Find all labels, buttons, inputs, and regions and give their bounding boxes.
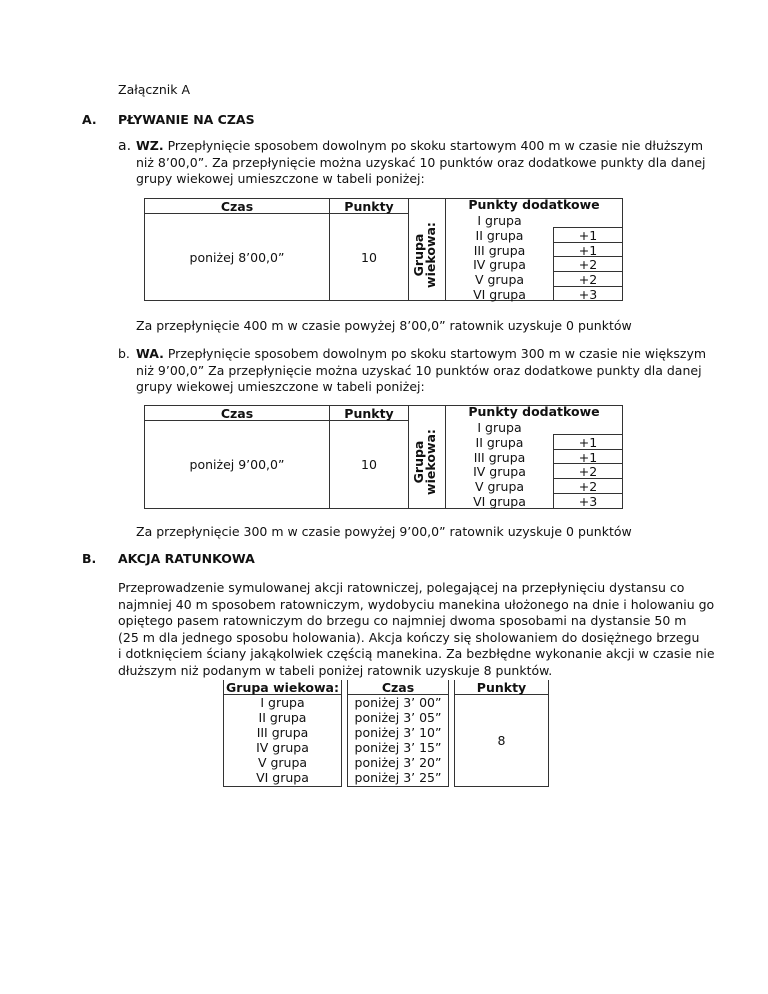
table-a-group: II grupa xyxy=(475,228,524,243)
table-a-age-group-label-2: wiekowa: xyxy=(423,222,438,288)
table-a-extra-point: +1 xyxy=(578,243,598,258)
item-b-line2: niż 9’00,0” Za przepłynięcie można uzyskać 10 punktów oraz dodatkowe punkty dla danej xyxy=(136,362,702,378)
table-b-extra-point: +1 xyxy=(578,450,598,465)
table-a-header-extra: Punkty dodatkowe xyxy=(468,197,600,212)
section-a-letter: A. xyxy=(82,112,97,127)
table-c-group: IV grupa xyxy=(256,740,309,755)
section-a-title: PŁYWANIE NA CZAS xyxy=(118,112,255,127)
table-a-group: I grupa xyxy=(477,213,522,228)
table-b-extra-point: +2 xyxy=(578,479,598,494)
section-b-line: najmniej 40 m sposobem ratowniczym, wydobyciu manekina ułożonego na dnie i holowaniu go xyxy=(118,596,715,612)
table-b-time-value: poniżej 9’00,0” xyxy=(189,457,285,472)
table-a-header-points: Punkty xyxy=(344,199,394,214)
table-b-group: VI grupa xyxy=(473,494,526,509)
section-b-title: AKCJA RATUNKOWA xyxy=(118,551,255,566)
table-b-group: III grupa xyxy=(473,450,526,465)
table-c-time: poniżej 3’ 15” xyxy=(354,740,442,755)
table-a-group: V grupa xyxy=(474,272,525,287)
table-c-group: III grupa xyxy=(256,725,309,740)
section-b-line: i dotknięciem ściany jakąkolwiek częścią manekina. Za bezbłędne wykonanie akcji w czasie nie xyxy=(118,646,715,661)
table-a-group: III grupa xyxy=(473,243,526,258)
section-b-letter: B. xyxy=(82,551,97,566)
table-c-header-group: Grupa wiekowa: xyxy=(226,680,339,695)
item-a-line3: grupy wiekowej umieszczone w tabeli poniżej: xyxy=(136,171,425,186)
section-b-line: Przeprowadzenie symulowanej akcji ratowniczej, polegającej na przepłynięciu dystansu co xyxy=(118,580,685,595)
item-b-note: Za przepłynięcie 300 m w czasie powyżej 9’00,0” ratownik uzyskuje 0 punktów xyxy=(136,524,632,539)
table-c-group: V grupa xyxy=(257,755,308,770)
table-a-age-group-label xyxy=(413,205,439,305)
table-b-age-group-label-1: Grupa xyxy=(411,440,426,484)
table-c-header-points: Punkty xyxy=(476,680,527,695)
table-c-header-time: Czas xyxy=(381,680,415,695)
attachment-label: Załącznik A xyxy=(118,82,191,97)
item-b-line1: Przepłynięcie sposobem dowolnym po skoku startowym 300 m w czasie nie większym xyxy=(163,346,707,361)
item-b-letter: b. xyxy=(118,346,130,361)
table-a-header-time: Czas xyxy=(220,199,254,214)
table-b-group: I grupa xyxy=(477,420,522,435)
table-b-age-group-label-2: wiekowa: xyxy=(423,429,438,495)
table-a-extra-point: +2 xyxy=(578,272,598,287)
item-a-line2: niż 8’00,0”. Za przepłynięcie można uzyskać 10 punktów oraz dodatkowe punkty dla danej xyxy=(136,154,706,170)
table-b-extra-point: +3 xyxy=(578,494,598,509)
table-b-group: IV grupa xyxy=(473,464,526,479)
table-b-header-points: Punkty xyxy=(344,406,394,421)
table-b-group: V grupa xyxy=(474,479,525,494)
section-b-line: opiętego pasem ratowniczym do brzegu co najmniej dwoma sposobami na dystansie 50 m xyxy=(118,613,687,628)
table-a-time-value: poniżej 8’00,0” xyxy=(189,250,285,265)
table-a-group: VI grupa xyxy=(473,287,526,302)
table-b-extra-point: +2 xyxy=(578,464,598,479)
table-c-time: poniżej 3’ 10” xyxy=(354,725,442,740)
table-c-group: I grupa xyxy=(260,695,305,710)
table-b-group: II grupa xyxy=(475,435,524,450)
table-c-group: II grupa xyxy=(258,710,307,725)
section-b-line: (25 m dla jednego sposobu holowania). Akcja kończy się sholowaniem do dosiężnego brzegu xyxy=(118,629,700,645)
item-a-line1: Przepłynięcie sposobem dowolnym po skoku startowym 400 m w czasie nie dłuższym xyxy=(163,138,704,153)
table-a-points-value: 10 xyxy=(361,250,377,265)
table-b-extra-point: +1 xyxy=(578,435,598,450)
item-b-text xyxy=(136,346,707,396)
item-b-code: WA. xyxy=(136,346,164,361)
table-c-time: poniżej 3’ 05” xyxy=(354,710,442,725)
table-a-group: IV grupa xyxy=(473,257,526,272)
table-c-time: poniżej 3’ 20” xyxy=(354,755,442,770)
item-a-letter: a. xyxy=(118,138,132,154)
table-b-age-group-label xyxy=(413,412,439,512)
item-a-text xyxy=(136,138,706,188)
table-a-extra-point: +1 xyxy=(578,228,598,243)
table-b-header-time: Czas xyxy=(220,406,254,421)
table-b-header-extra: Punkty dodatkowe xyxy=(468,404,600,419)
item-a-code: WZ. xyxy=(136,138,164,153)
table-a-extra-point: +3 xyxy=(578,287,598,302)
section-b-paragraph xyxy=(118,580,715,679)
item-b-line3: grupy wiekowej umieszczone w tabeli poniżej: xyxy=(136,379,425,394)
item-a-note: Za przepłynięcie 400 m w czasie powyżej 8’00,0” ratownik uzyskuje 0 punktów xyxy=(136,318,632,333)
table-c-time: poniżej 3’ 25” xyxy=(354,770,442,785)
section-b-line: dłuższym niż podanym w tabeli poniżej ratownik uzyskuje 8 punktów. xyxy=(118,662,553,678)
table-a-age-group-label-1: Grupa xyxy=(411,233,426,277)
table-c-points-value: 8 xyxy=(497,733,506,748)
table-c-group: VI grupa xyxy=(256,770,309,785)
table-c-time: poniżej 3’ 00” xyxy=(354,695,442,710)
table-a-extra-point: +2 xyxy=(578,257,598,272)
table-b-points-value: 10 xyxy=(361,457,377,472)
